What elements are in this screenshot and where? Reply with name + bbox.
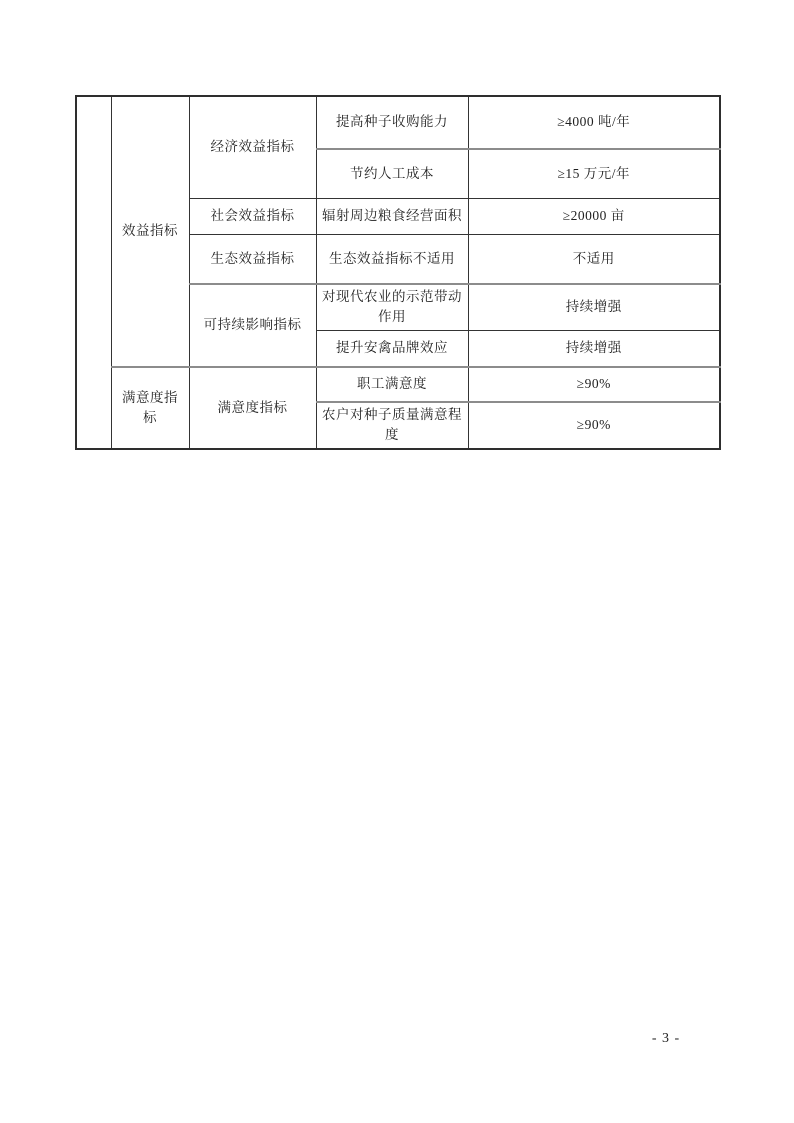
continuation-cell-empty [76,96,111,449]
target-cell: ≥15 万元/年 [468,149,720,198]
target-cell: 持续增强 [468,284,720,330]
category-cell-benefit: 效益指标 [111,96,189,367]
table-row [76,367,720,402]
target-cell: ≥4000 吨/年 [468,96,720,149]
indicator-cell: 提升安禽品牌效应 [316,330,468,367]
indicator-cell: 辐射周边粮食经营面积 [316,198,468,234]
target-cell: 不适用 [468,234,720,284]
category-cell-satisfaction: 满意度指标 [111,367,189,449]
subcategory-cell-economic: 经济效益指标 [189,96,316,198]
subcategory-cell-sustainable: 可持续影响指标 [189,284,316,367]
indicator-cell: 生态效益指标不适用 [316,234,468,284]
target-cell: ≥90% [468,367,720,402]
target-cell: 持续增强 [468,330,720,367]
subcategory-cell-social: 社会效益指标 [189,198,316,234]
performance-indicator-table [75,95,721,450]
target-cell: ≥20000 亩 [468,198,720,234]
indicator-cell: 提高种子收购能力 [316,96,468,149]
target-cell: ≥90% [468,402,720,449]
indicator-cell: 职工满意度 [316,367,468,402]
indicator-cell: 对现代农业的示范带动作用 [316,284,468,330]
table-row [76,96,720,149]
subcategory-cell-satisfaction: 满意度指标 [189,367,316,449]
indicator-cell: 节约人工成本 [316,149,468,198]
indicator-cell: 农户对种子质量满意程度 [316,402,468,449]
page-number: - 3 - [651,1031,681,1046]
subcategory-cell-ecological: 生态效益指标 [189,234,316,284]
